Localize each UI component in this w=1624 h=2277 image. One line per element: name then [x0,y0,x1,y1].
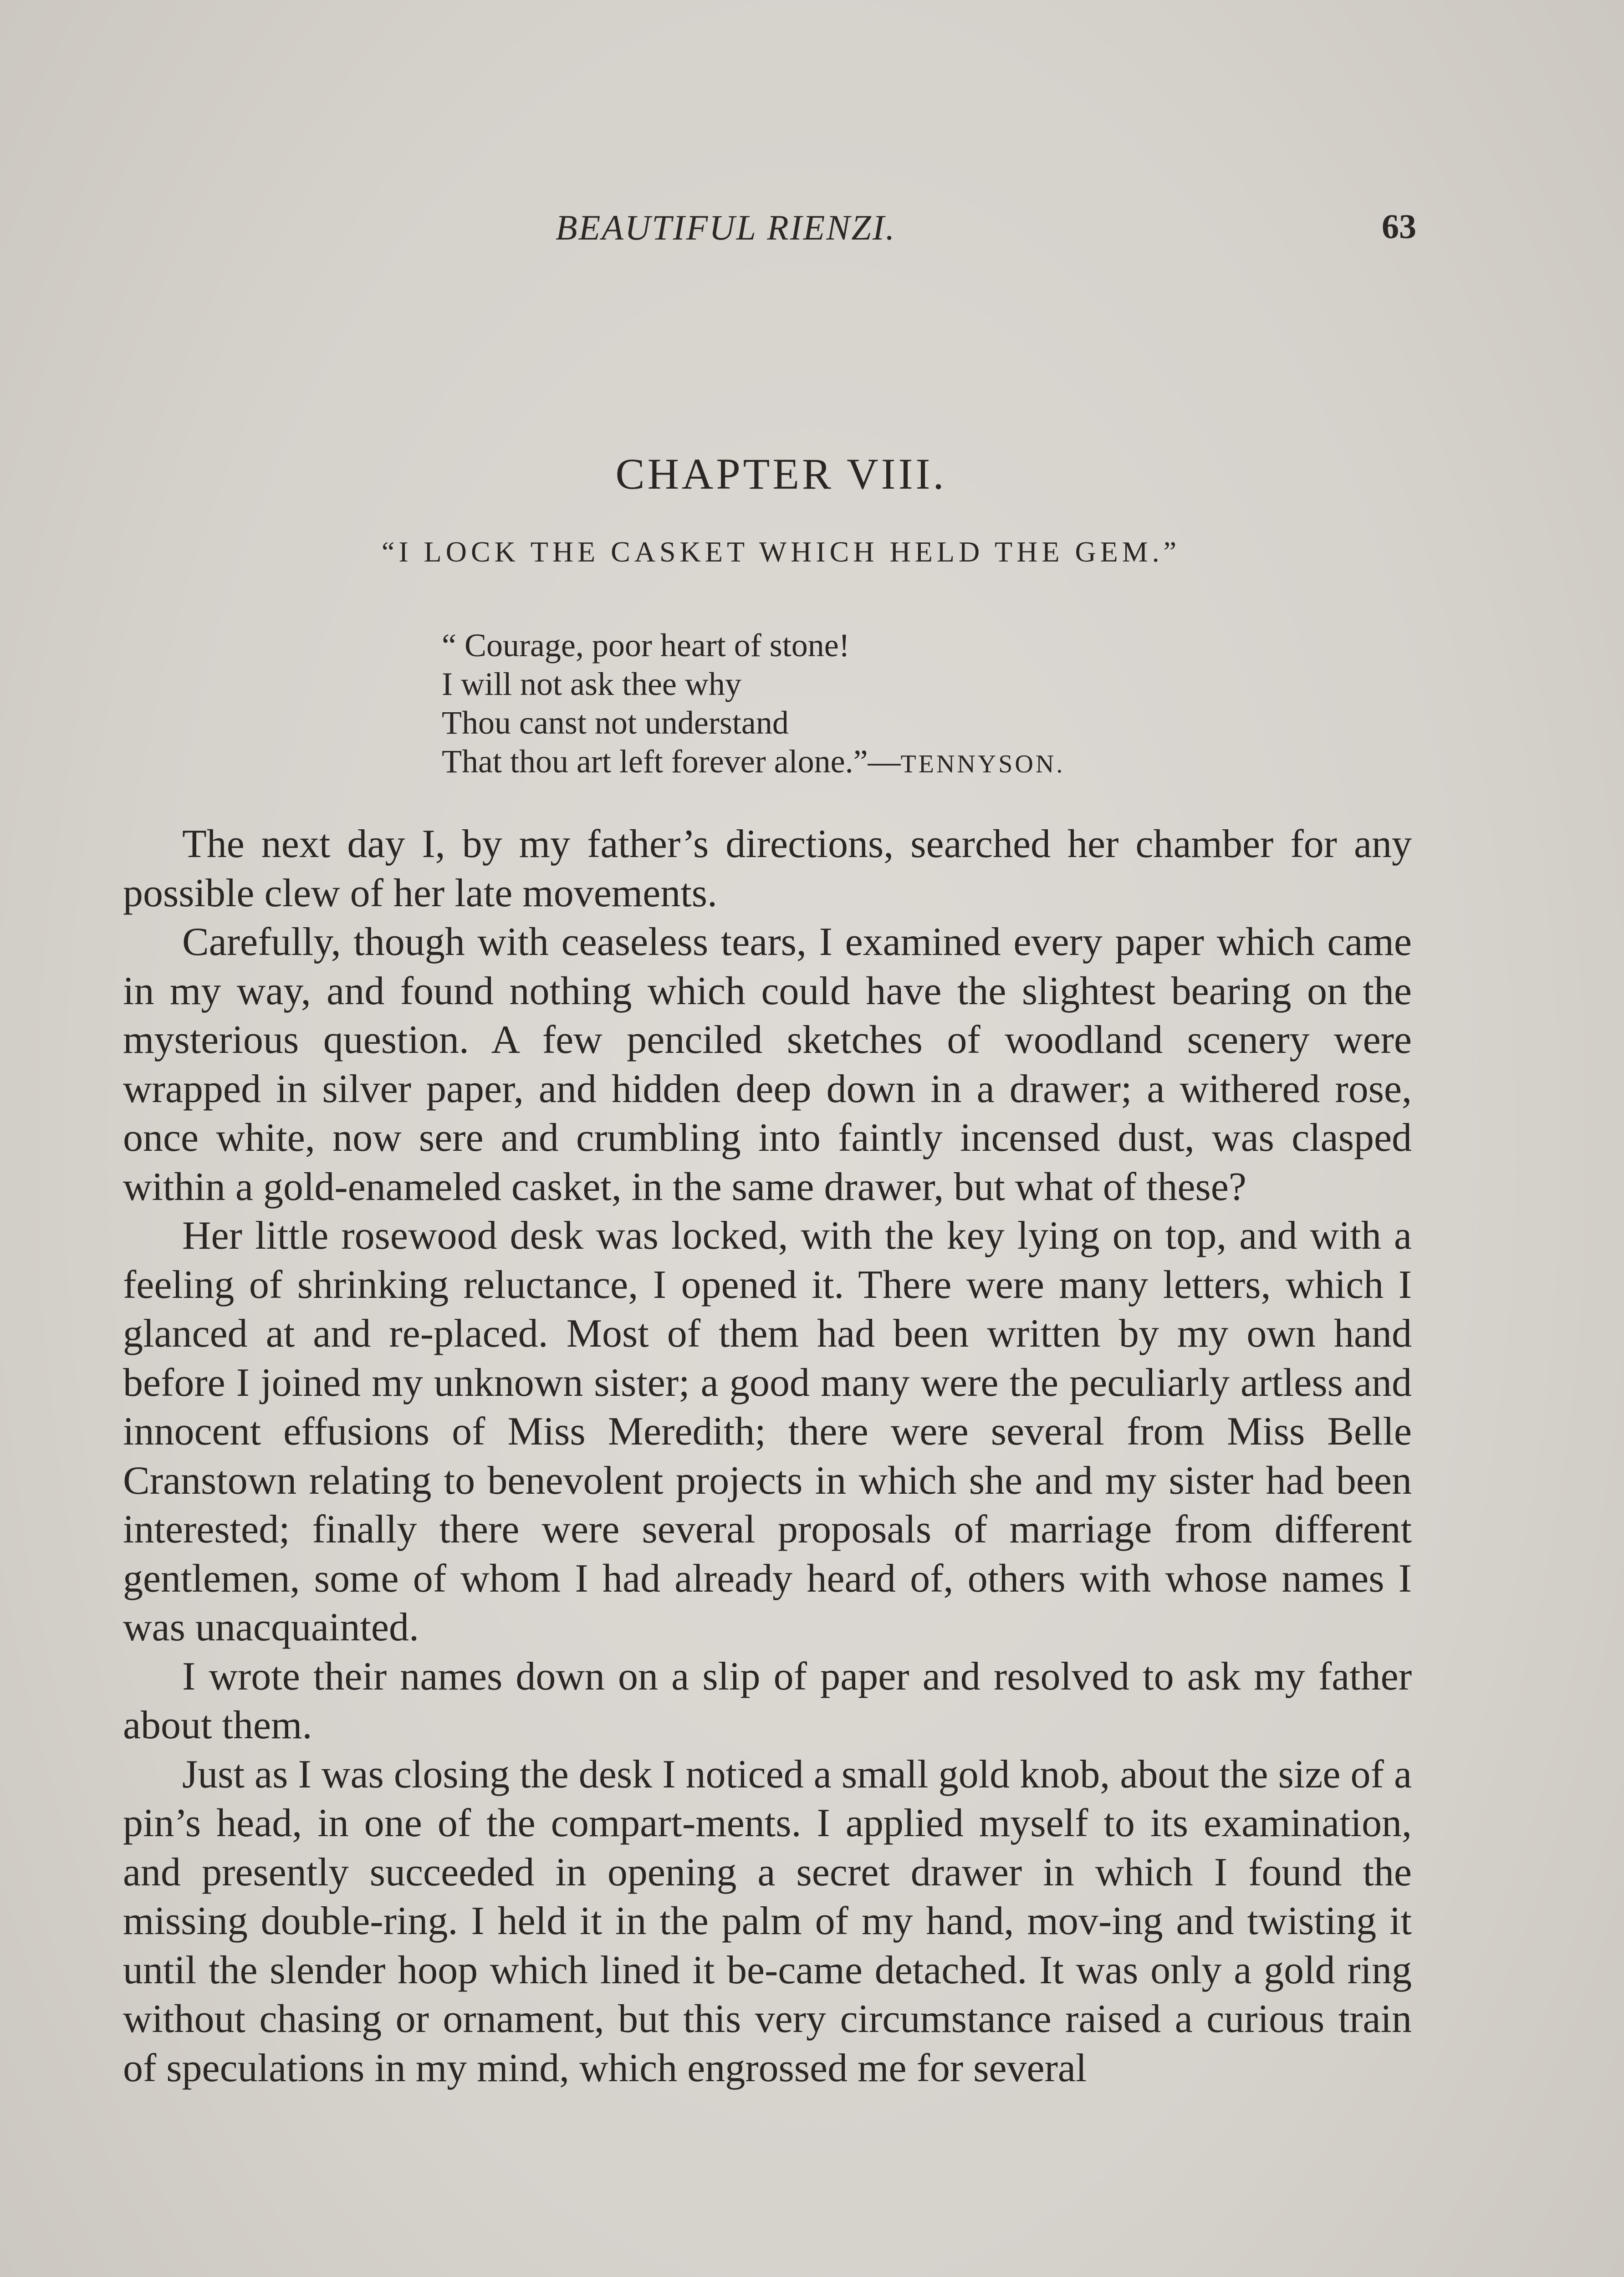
epigraph-line: I will not ask thee why [442,666,741,702]
paragraph: The next day I, by my father’s directions, searched her chamber for any possible clew of her late movements. [123,822,1412,915]
epigraph-line-text: That thou art left forever alone.”— [442,743,901,780]
chapter-subtitle: “I LOCK THE CASKET WHICH HELD THE GEM.” [381,536,1181,568]
epigraph-attribution: TENNYSON. [900,750,1065,778]
epigraph [442,626,1330,784]
paragraph: I wrote their names down on a slip of paper and resolved to ask my father about them. [123,1654,1412,1747]
epigraph-last-line [442,742,1330,784]
epigraph-line: Thou canst not understand [442,705,789,741]
page-number: 63 [1382,208,1416,246]
page-header [128,207,1416,257]
paragraph: Carefully, though with ceaseless tears, I examined every paper which came in my way, and found nothing which could have the slightest bearing on the mysterious question. A few penciled sketches of woodland scenery were wrapped in silver paper, and hidden deep down in a drawer; a withered rose, once white, now sere and crumbling into faintly incensed dust, was clasped within a gold-enameled casket, in the same drawer, but what of these? [123,920,1412,1209]
body-text [123,820,1412,2093]
paragraph: Her little rosewood desk was locked, with the key lying on top, and with a feeling of shrinking reluctance, I opened it. There were many letters, which I glanced at and re-placed. Most of them had been written by my own hand before I joined my unknown sister; a good many were the peculiarly artless and innocent effusions of Miss Meredith; there were several from Miss Belle Cranstown relating to benevolent projects in which she and my sister had been interested; finally there were several proposals of marriage from different gentlemen, some of whom I had already heard of, others with whose names I was unacquainted. [123,1214,1412,1649]
running-title: BEAUTIFUL RIENZI. [556,208,896,247]
epigraph-line: “ Courage, poor heart of stone! [442,627,850,664]
chapter-title: CHAPTER VIII. [615,449,947,498]
paragraph: Just as I was closing the desk I noticed a small gold knob, about the size of a pin’s head, in one of the compart-ments. I applied myself to its examination, and presently succeeded in opening a secret drawer in which I found the missing double-ring. I held it in the palm of my hand, mov-ing and twisting it until the slender hoop which lined it be-came detached. It was only a gold ring without chasing or ornament, but this very circumstance raised a curious train of speculations in my mind, which engrossed me for several [123,1752,1412,2090]
